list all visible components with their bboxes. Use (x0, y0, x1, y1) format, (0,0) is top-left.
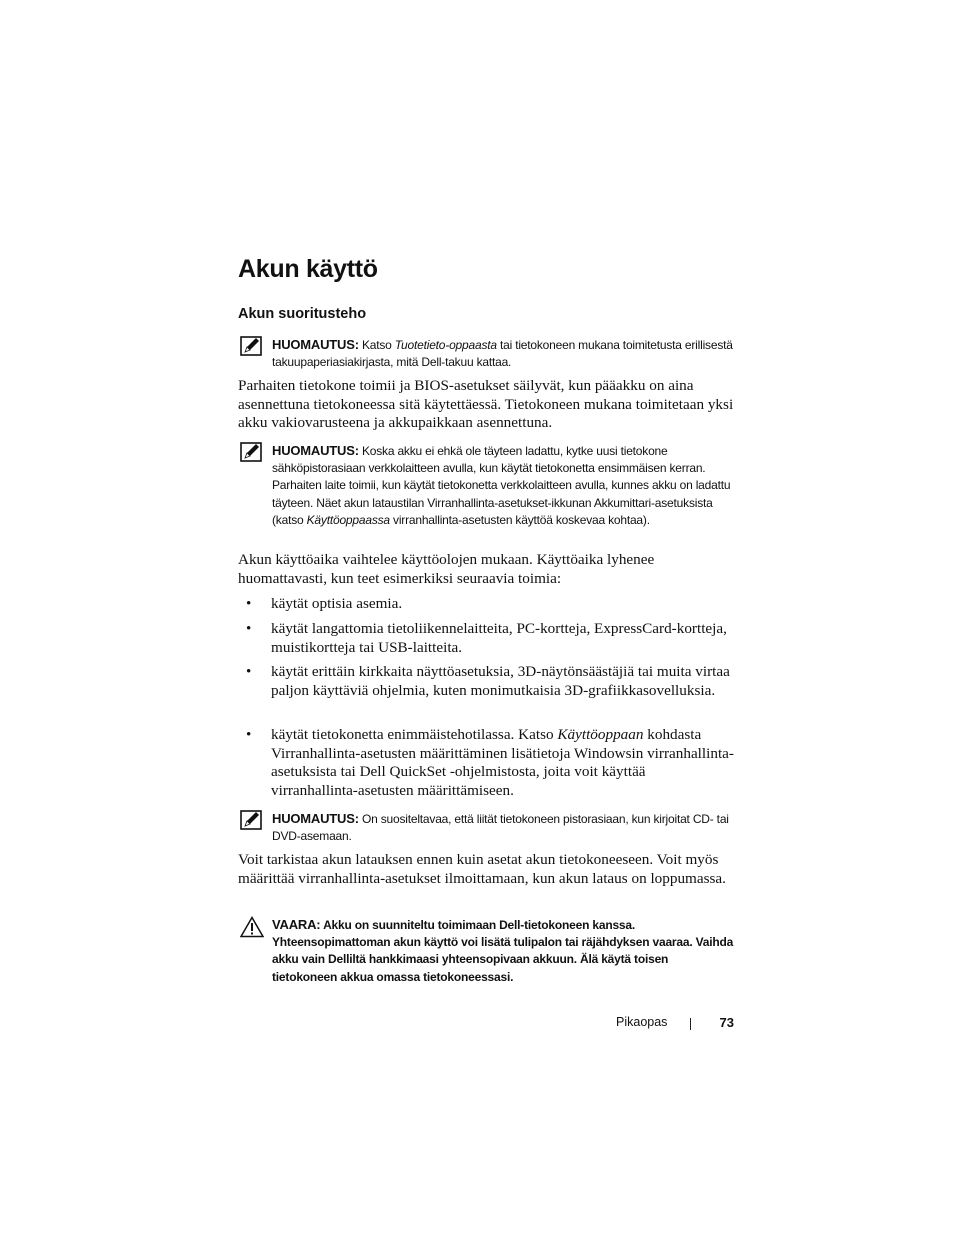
page-title: Akun käyttö (238, 255, 378, 283)
page-number: 73 (719, 1015, 734, 1030)
note-pencil-icon (240, 810, 262, 830)
paragraph-1: Parhaiten tietokone toimii ja BIOS-asetukset säilyvät, kun pääakku on aina asennettuna tietokoneessa sitä käytettäessä. Tietokoneen mukana toimitetaan yksi akku vakiovarusteena ja akkupaikkaan asennettuna. (238, 377, 734, 432)
list-item-text: käytät langattomia tietoliikennelaitteita, PC-kortteja, ExpressCard-kortteja, muistikortteja tai USB-laitteita. (271, 620, 727, 656)
list-item (238, 595, 734, 614)
list-item-text: käytät erittäin kirkkaita näyttöasetuksia, 3D-näytönsäästäjiä tai muita virtaa paljon käyttäviä ohjelmia, kuten monimutkaisia 3D-grafiikkasovelluksia. (271, 663, 730, 699)
bullet-dot: • (246, 620, 252, 637)
bullet-dot: • (246, 726, 252, 743)
list-item (238, 726, 734, 800)
warning-label: VAARA: (272, 917, 321, 932)
warning-box (238, 916, 734, 986)
list-item-text-end: kohdasta Virranhallinta-asetusten määrittäminen lisätietoja Windowsin virranhallinta-asetuksista tai Dell QuickSet -ohjelmistosta, joita voit käyttää virranhallinta-asetusten määrittämiseen. (271, 726, 734, 799)
bullet-dot: • (246, 595, 252, 612)
note-label: HUOMAUTUS: (272, 443, 359, 458)
note-text: Katso (361, 338, 395, 352)
note-italic-ref: Käyttöoppaassa (306, 512, 390, 527)
paragraph-3: Voit tarkistaa akun latauksen ennen kuin asetat akun tietokoneeseen. Voit myös määrittää virranhallinta-asetukset ilmoittamaan, kun akun lataus on loppumassa. (238, 851, 726, 887)
bullet-dot: • (246, 663, 252, 680)
paragraph-2: Akun käyttöaika vaihtelee käyttöolojen mukaan. Käyttöaika lyhenee huomattavasti, kun teet esimerkiksi seuraavia toimia: (238, 551, 655, 587)
list-item-text (271, 726, 734, 800)
note-2 (238, 442, 734, 529)
section-heading: Akun suoritusteho (238, 306, 367, 322)
note-label: HUOMAUTUS: (272, 337, 359, 352)
footer-separator (690, 1018, 691, 1030)
note-1 (238, 336, 734, 371)
warning-triangle-icon (240, 916, 262, 936)
note-3 (238, 810, 734, 845)
note-text: Koska akku ei ehkä ole täyteen ladattu, kytke uusi tietokone sähköpistorasiaan verkkolaitteen avulla, kun käytät tietokonetta ensimmäisen kerran. Parhaiten laite toimii, kun käytät tietokonetta verkkolaitteen avulla, kunnes akku on ladattu täyteen. Näet akun lataustilan Virranhallinta-asetukset-ikkunan Akkumittari-asetuksista (katso (272, 444, 731, 527)
note-text: On suositeltavaa, että liität tietokoneen pistorasiaan, kun kirjoitat CD- tai DVD-asemaan. (272, 812, 729, 844)
list-item-italic-ref: Käyttöoppaan (557, 726, 644, 743)
list-item (238, 620, 734, 657)
list-item-text-start: käytät tietokonetta enimmäistehotilassa. Katso (271, 726, 558, 743)
note-text-end: virranhallinta-asetusten käyttöä koskevaa kohtaa). (389, 512, 650, 527)
note-italic-ref: Tuotetieto-oppaasta (394, 338, 497, 352)
warning-text: Akku on suunniteltu toimimaan Dell-tietokoneen kanssa. Yhteensopimattoman akun käyttö voi lisätä tulipalon tai räjähdyksen vaaraa. Vaihda akku vain Delliltä hankkimaasi yhteensopivaan akkuun. Älä käytä toisen tietokoneen akkua omassa tietokoneessasi. (272, 918, 734, 984)
page-footer (560, 1015, 734, 1035)
note-pencil-icon (240, 336, 262, 356)
note-text-end: tai tietokoneen mukana toimitetusta erillisestä takuupaperiasiakirjasta, mitä Dell-takuu kattaa. (272, 338, 733, 370)
note-label: HUOMAUTUS: (272, 811, 359, 826)
list-item (238, 663, 734, 700)
list-item-text: käytät optisia asemia. (271, 595, 403, 612)
footer-label: Pikaopas (616, 1015, 668, 1029)
note-pencil-icon (240, 442, 262, 462)
